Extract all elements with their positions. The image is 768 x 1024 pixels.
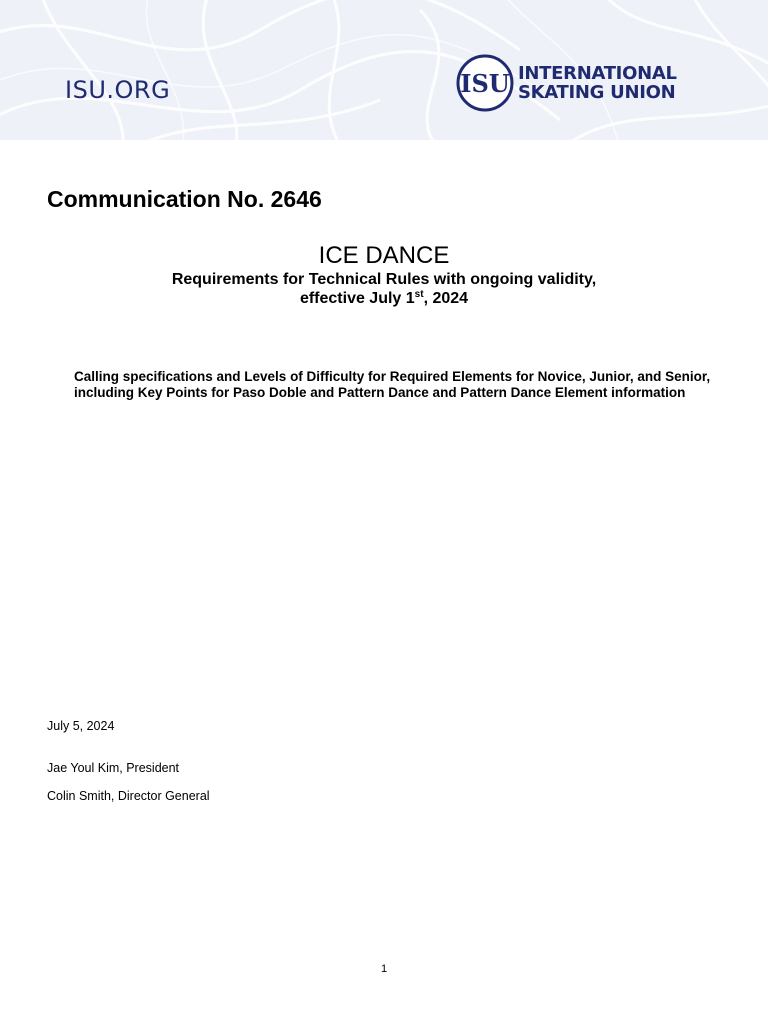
page-number: 1 (380, 963, 388, 975)
isu-logo[interactable] (456, 54, 706, 112)
logo-line-1: INTERNATIONAL (518, 63, 677, 84)
subtitle-line-2 (0, 290, 768, 308)
document-date: July 5, 2024 (47, 719, 115, 733)
header-banner (0, 0, 768, 140)
subtitle-effective: effective July 1 (299, 290, 415, 307)
logo-wordmark (518, 64, 677, 102)
document-title: ICE DANCE (318, 242, 450, 269)
document-description: Calling specifications and Levels of Difficulty for Required Elements for Novice, Junior, and Senior, including Key Points for Paso Doble and Pattern Dance and Pattern Dance Element information (74, 369, 711, 400)
logo-line-2: SKATING UNION (518, 82, 676, 103)
subtitle-line-1: Requirements for Technical Rules with ongoing validity, (171, 271, 597, 288)
communication-number: Communication No. 2646 (47, 186, 322, 212)
signatory-president: Jae Youl Kim, President (47, 761, 180, 775)
subtitle-ordinal: st (414, 289, 424, 300)
logo-monogram: ISU (460, 69, 510, 98)
signatory-director-general: Colin Smith, Director General (47, 789, 210, 803)
subtitle-year: , 2024 (423, 290, 469, 307)
site-label[interactable]: ISU.ORG (65, 76, 171, 104)
isu-emblem-icon (456, 54, 514, 112)
